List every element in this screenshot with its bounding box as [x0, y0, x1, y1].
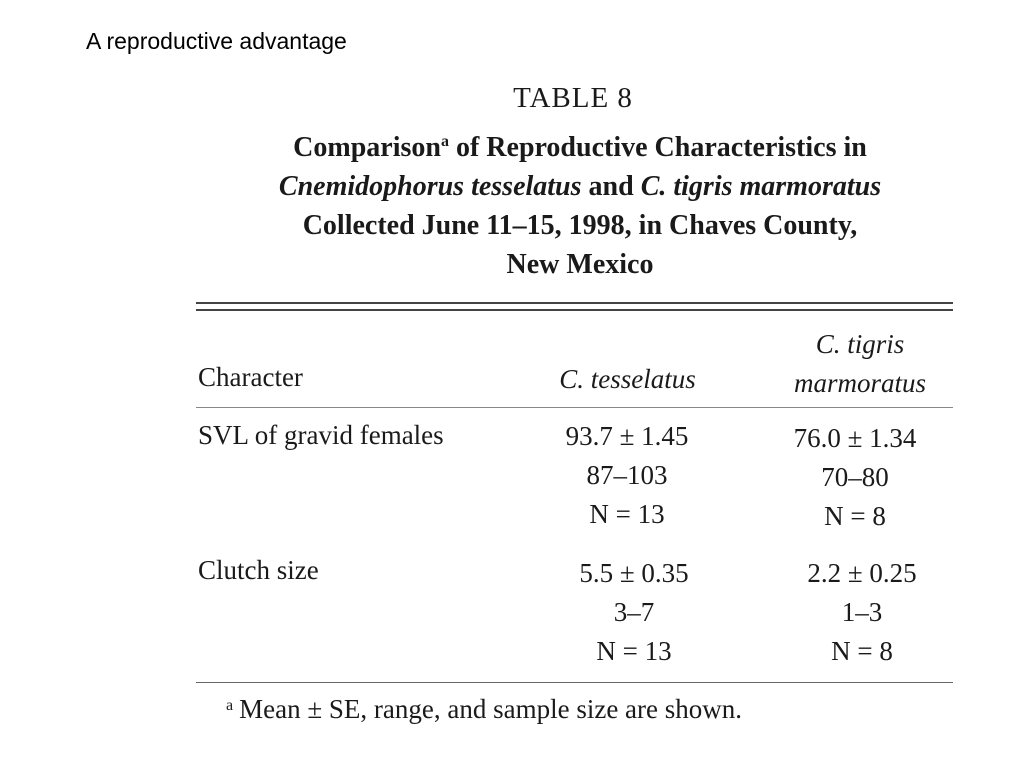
caption-species-1: Cnemidophorus tesselatus [278, 171, 582, 202]
caption-line-3: Collected June 11–15, 1998, in Chaves County, [302, 210, 858, 241]
cell-mean-se: 5.5 ± 0.35 [579, 558, 689, 588]
row-clutch-tesselatus [534, 554, 734, 671]
table-footnote [226, 694, 742, 725]
cell-range: 70–80 [821, 462, 889, 492]
header-col-tigris-line2: marmoratus [793, 368, 927, 398]
header-col-tesselatus: C. tesselatus [559, 364, 696, 394]
caption-footnote-marker: a [440, 133, 449, 150]
cell-mean-se: 2.2 ± 0.25 [807, 558, 917, 588]
caption-comparison: Comparison [293, 132, 441, 163]
header-col-tigris [760, 325, 960, 403]
cell-range: 87–103 [586, 460, 668, 490]
cell-n: N = 8 [824, 501, 886, 531]
cell-range: 3–7 [613, 597, 655, 627]
footnote-marker: a [226, 697, 234, 714]
table-label: TABLE 8 [513, 82, 633, 114]
bottom-rule [196, 682, 953, 683]
cell-n: N = 8 [831, 636, 893, 666]
cell-mean-se: 76.0 ± 1.34 [793, 423, 917, 453]
cell-n: N = 13 [589, 499, 665, 529]
row-clutch-tigris [762, 554, 962, 671]
row-label-svl: SVL of gravid females [198, 420, 444, 450]
caption-line-2 [200, 167, 960, 206]
caption-line-1-rest: of Reproductive Characteristics in [448, 132, 867, 163]
cell-range: 1–3 [841, 597, 883, 627]
header-col-tigris-line1: C. tigris [815, 329, 905, 359]
slide-title: A reproductive advantage [86, 28, 347, 54]
row-label-clutch: Clutch size [198, 555, 319, 585]
caption-species-2: C. tigris marmoratus [640, 171, 882, 202]
row-svl-tigris [755, 419, 955, 536]
header-character: Character [198, 362, 303, 392]
caption-line-4: New Mexico [506, 249, 654, 280]
cell-n: N = 13 [596, 636, 672, 666]
caption-line-1 [200, 122, 960, 167]
cell-mean-se: 93.7 ± 1.45 [565, 421, 689, 451]
top-rule-1 [196, 302, 953, 304]
row-svl-tesselatus [527, 417, 727, 534]
footnote-text: Mean ± SE, range, and sample size are shown. [239, 694, 743, 724]
top-rule-2 [196, 309, 953, 311]
table-caption [200, 122, 960, 284]
caption-and: and [581, 171, 641, 202]
header-rule [196, 407, 953, 408]
